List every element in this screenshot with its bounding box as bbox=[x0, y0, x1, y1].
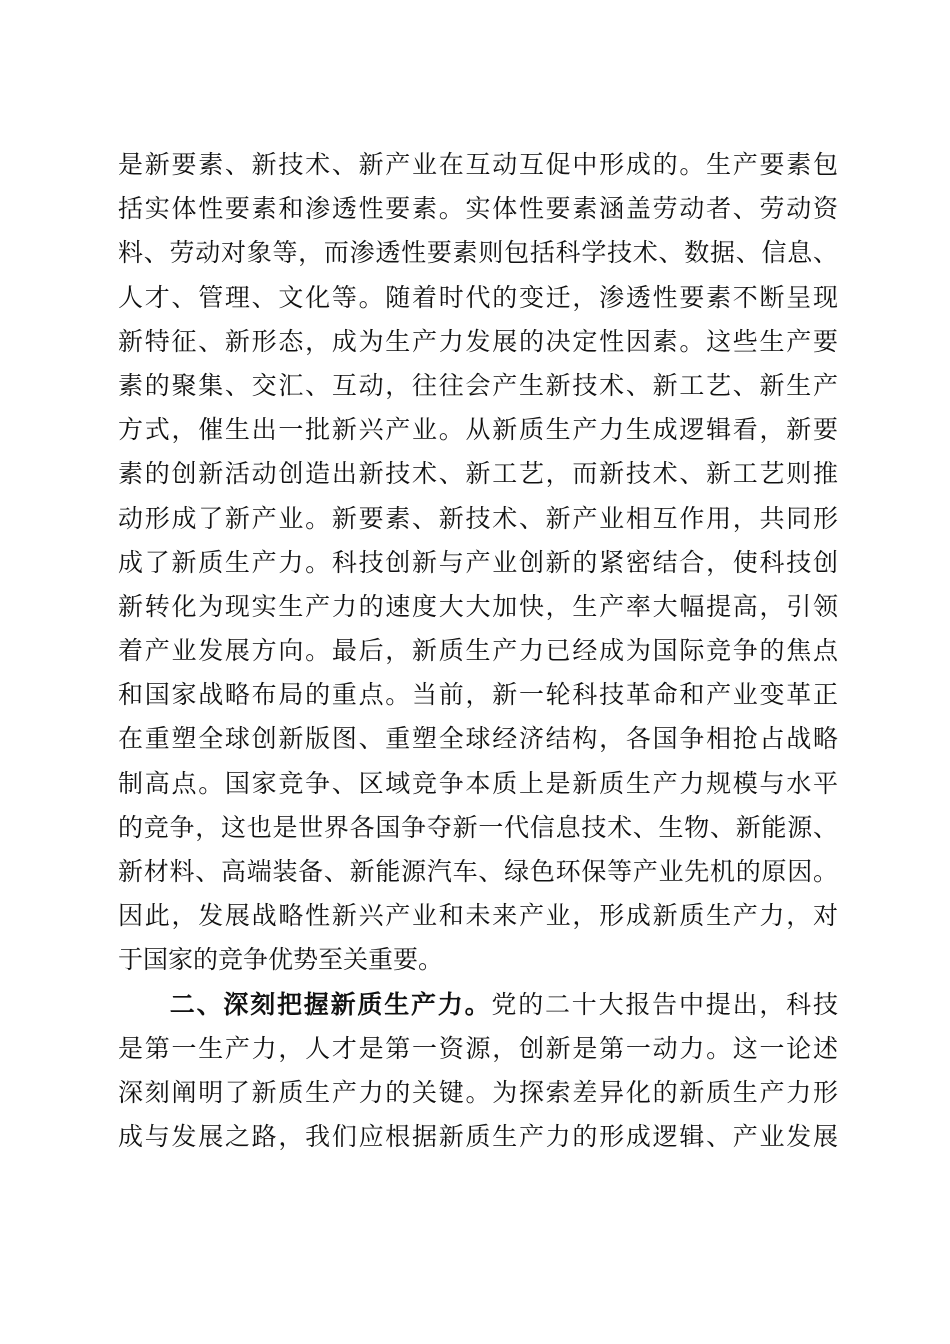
text-line: 和国家战略布局的重点。当前，新一轮科技革命和产业变革正 bbox=[118, 680, 838, 710]
text-line: 动形成了新产业。新要素、新技术、新产业相互作用，共同形 bbox=[118, 503, 838, 533]
paragraph-2-first-line bbox=[118, 983, 838, 1027]
text-line: 于国家的竞争优势至关重要。 bbox=[118, 945, 444, 975]
text-line: 料、劳动对象等，而渗透性要素则包括科学技术、数据、信息、 bbox=[118, 238, 838, 268]
text-line: 的竞争，这也是世界各国争夺新一代信息技术、生物、新能源、 bbox=[118, 812, 838, 842]
heading-line-text: 党的二十大报告中提出，科技 bbox=[491, 989, 838, 1019]
text-line: 成与发展之路，我们应根据新质生产力的形成逻辑、产业发展 bbox=[118, 1122, 838, 1152]
text-line: 深刻阐明了新质生产力的关键。为探索差异化的新质生产力形 bbox=[118, 1077, 838, 1107]
text-line: 是第一生产力，人才是第一资源，创新是第一动力。这一论述 bbox=[118, 1033, 838, 1063]
text-line: 成了新质生产力。科技创新与产业创新的紧密结合，使科技创 bbox=[118, 547, 838, 577]
text-line: 人才、管理、文化等。随着时代的变迁，渗透性要素不断呈现 bbox=[118, 282, 838, 312]
text-line: 是新要素、新技术、新产业在互动互促中形成的。生产要素包 bbox=[118, 150, 838, 179]
section-heading: 二、深刻把握新质生产力。 bbox=[168, 989, 492, 1019]
text-line: 新转化为现实生产力的速度大大加快，生产率大幅提高，引领 bbox=[118, 591, 838, 621]
text-line: 在重塑全球创新版图、重塑全球经济结构，各国争相抢占战略 bbox=[118, 724, 838, 754]
text-line: 方式，催生出一批新兴产业。从新质生产力生成逻辑看，新要 bbox=[118, 415, 838, 445]
text-line: 新特征、新形态，成为生产力发展的决定性因素。这些生产要 bbox=[118, 326, 838, 356]
text-line: 新材料、高端装备、新能源汽车、绿色环保等产业先机的原因。 bbox=[118, 857, 838, 886]
text-line: 因此，发展战略性新兴产业和未来产业，形成新质生产力，对 bbox=[118, 901, 838, 931]
paragraph-1 bbox=[118, 143, 838, 983]
text-line: 素的创新活动创造出新技术、新工艺，而新技术、新工艺则推 bbox=[118, 459, 838, 489]
text-line: 着产业发展方向。最后，新质生产力已经成为国际竞争的焦点 bbox=[118, 636, 838, 666]
paragraph-2 bbox=[118, 983, 838, 1160]
text-line: 制高点。国家竞争、区域竞争本质上是新质生产力规模与水平 bbox=[118, 768, 838, 798]
text-line: 括实体性要素和渗透性要素。实体性要素涵盖劳动者、劳动资 bbox=[118, 194, 838, 224]
body-text bbox=[118, 143, 838, 1159]
text-line: 素的聚集、交汇、互动，往往会产生新技术、新工艺、新生产 bbox=[118, 370, 838, 400]
